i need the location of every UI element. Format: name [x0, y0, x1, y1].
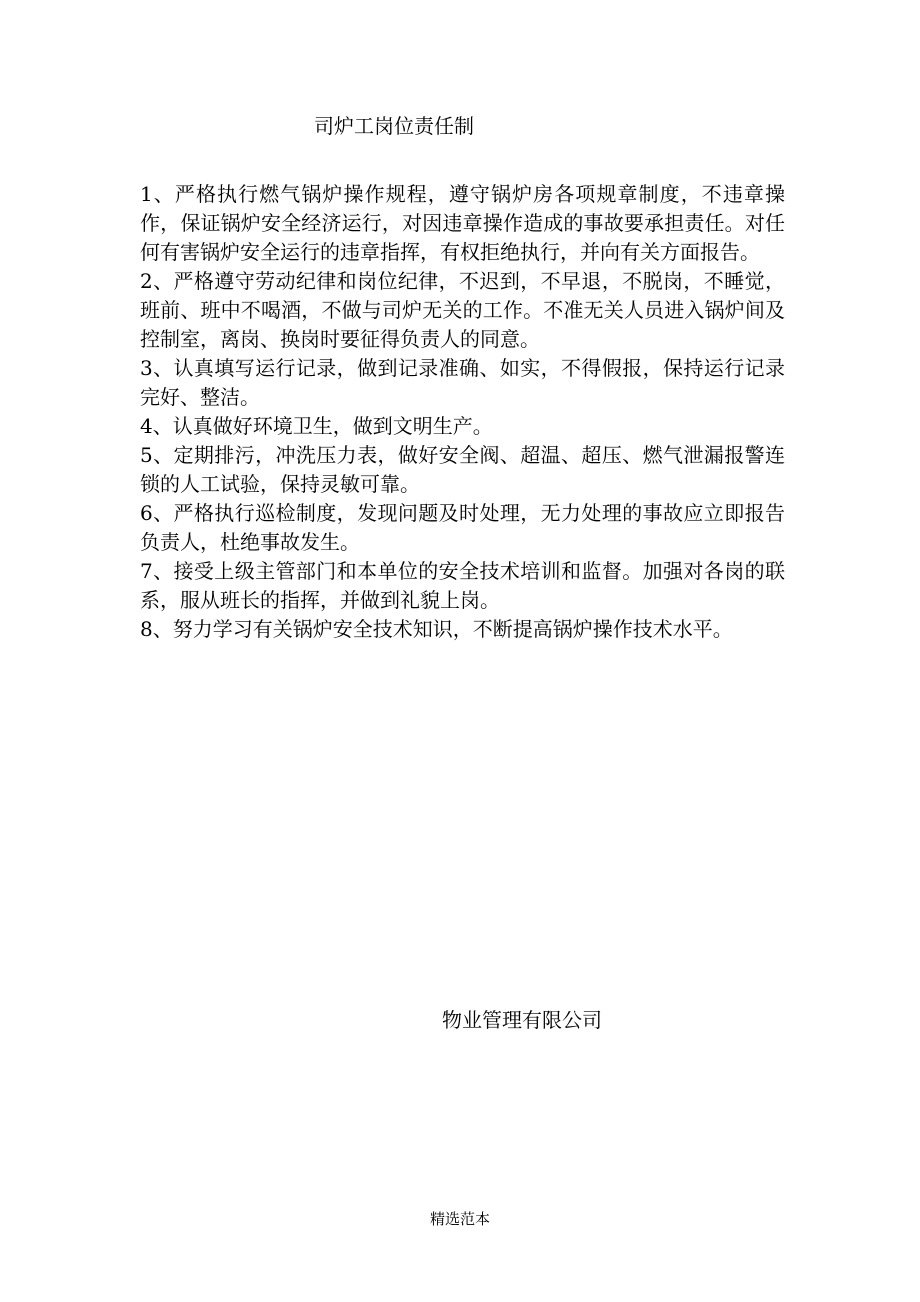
- list-item: 5、定期排污，冲洗压力表，做好安全阀、超温、超压、燃气泄漏报警连锁的人工试验，保持灵敏可靠。: [140, 443, 785, 496]
- list-item: 8、努力学习有关锅炉安全技术知识，不断提高锅炉操作技术水平。: [140, 617, 733, 641]
- list-item: 6、严格执行巡检制度，发现问题及时处理，无力处理的事故应立即报告负责人，杜绝事故发生。: [140, 501, 785, 554]
- list-item: 3、认真填写运行记录，做到记录准确、如实，不得假报，保持运行记录完好、整洁。: [140, 356, 785, 409]
- document-body: [140, 180, 785, 644]
- page-footer: 精选范本: [429, 1210, 490, 1228]
- document-title: 司炉工岗位责任制: [314, 114, 474, 138]
- list-item: 7、接受上级主管部门和本单位的安全技术培训和监督。加强对各岗的联系，服从班长的指挥，并做到礼貌上岗。: [140, 559, 785, 612]
- list-item: 1、严格执行燃气锅炉操作规程，遵守锅炉房各项规章制度，不违章操作，保证锅炉安全经济运行，对因违章操作造成的事故要承担责任。对任何有害锅炉安全运行的违章指挥，有权拒绝执行，并向有关方面报告。: [140, 182, 785, 264]
- company-name: 物业管理有限公司: [442, 1008, 602, 1032]
- list-item: 4、认真做好环境卫生，做到文明生产。: [140, 414, 493, 438]
- list-item: 2、严格遵守劳动纪律和岗位纪律，不迟到，不早退，不脱岗，不睡觉，班前、班中不喝酒，不做与司炉无关的工作。不准无关人员进入锅炉间及控制室，离岗、换岗时要征得负责人的同意。: [140, 269, 785, 351]
